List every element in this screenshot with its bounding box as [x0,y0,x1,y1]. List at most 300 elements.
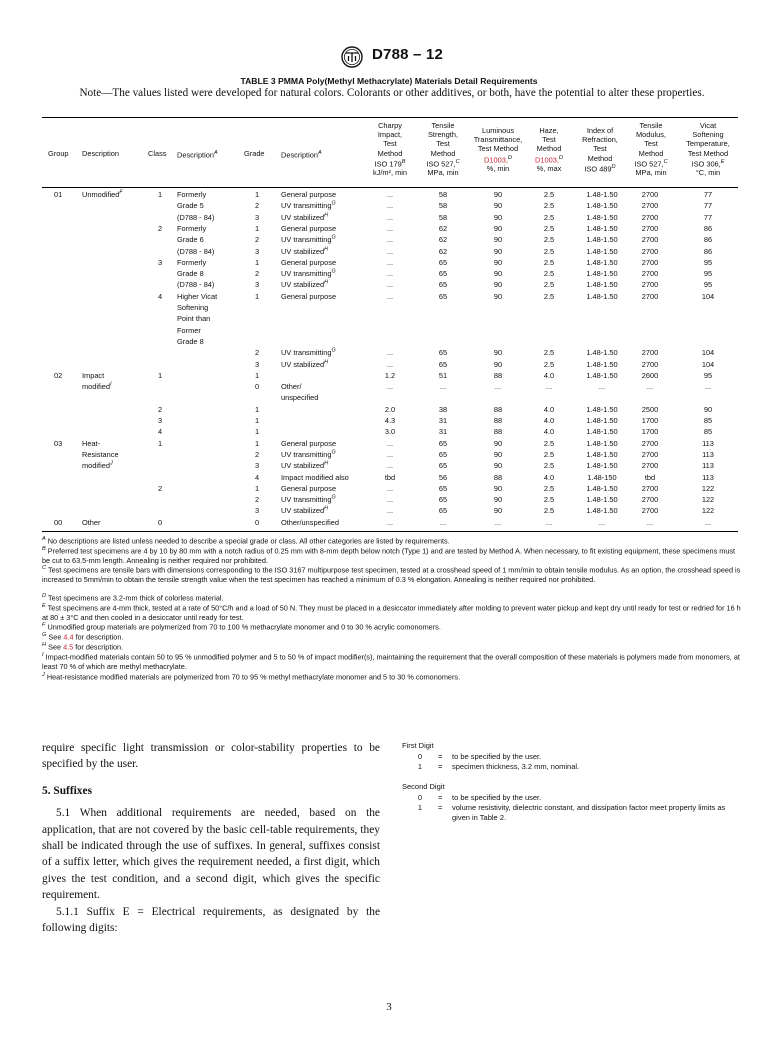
section-heading: 5. Suffixes [42,784,92,797]
cell-charpy: 4.3 [384,416,396,425]
cell-class-description: Softening [177,303,209,312]
table-row [0,416,778,426]
col-header-class: Class [148,149,167,158]
footnote-marker: F [119,189,123,196]
second-digit-title: Second Digit [402,782,445,792]
cell-refraction-index: 1.48-1.50 [586,348,618,358]
cell-grade-description: General purpose [281,190,337,199]
cell-class: 0 [158,517,163,527]
cell-tensile-modulus: 1700 [641,427,659,437]
cell-charpy: 2.0 [384,404,396,414]
cell-class-description: Grade 8 [177,269,204,279]
cell-grade: 0 [255,517,260,527]
footnote-text: See [48,632,64,642]
cell-tensile-modulus: 2600 [641,370,659,380]
cell-luminous-transmittance: 90 [493,438,503,448]
footnote-text: Test specimens are tensile bars with dimensions corresponding to the ISO 3167 multipurpose test specimen, tested at a crosshead speed of 1 mm/min to obtain tensile modulus. As an option, the crosshead speed is increased to 5mm/min to obtain the tensile strength value when the test specimen has reached a minimum of 0.3 % elongation. Annealing is neither required nor prohibited. [42,565,741,585]
cell-tensile-modulus: 2700 [641,348,659,358]
cell-description: Other [82,517,101,527]
cell-haze: 2.5 [543,438,555,448]
table-row [0,348,778,358]
footnote-text: Impact-modified materials contain 50 to 95 % unmodified polymer and 5 to 50 % of impact modifier(s), maintaining the requirement that the overall composition of these materials is polymers made from monomers, at least 70 % of which are methyl methacrylate. [42,652,740,672]
footnote-marker: G [331,494,336,501]
section-link[interactable]: 4.4 [63,632,74,642]
cell-group: 01 [54,190,63,199]
cell-tensile-modulus: 2700 [641,223,659,233]
cell-description: Impact [82,370,105,380]
cell-refraction-index: 1.48-150 [587,472,617,482]
digit-meaning: to be specified by the user. [452,793,542,803]
table-row [0,303,778,313]
cell-vicat: 95 [703,257,713,267]
table-row [0,280,778,290]
cell-grade-description: unspecified [281,393,319,403]
cell-haze: 2.5 [543,348,555,358]
paragraph-5-1-1: 5.1.1 Suffix E = Electrical requirements, as designated by the following digits: [42,905,380,935]
footnote-text-end: for description. [73,642,124,652]
cell-charpy: ... [386,495,394,505]
equals-sign: = [438,802,443,812]
footnote-text: See [48,642,64,652]
digit-meaning: specimen thickness, 3.2 mm, nominal. [452,761,580,771]
footnote-marker: F [42,622,46,628]
cell-grade-description: UV transmitting$^G$ [281,449,336,459]
cell-vicat: 113 [702,438,714,448]
col-header-tensile-modulus: Tensile Modulus, Test Method ISO 527,$^C$ MPa, min [634,121,668,178]
col-header-charpy: Charpy Impact, Test Method ISO $179^B$ kJ/m², min [372,121,408,178]
cell-grade: 1 [255,370,260,380]
cell-description: modified$^J$ [82,460,113,471]
list-item [402,762,742,772]
cell-charpy: ... [386,438,394,448]
cell-luminous-transmittance: 88 [493,404,503,414]
cell-grade: 1 [255,291,260,301]
col-header-grade: Grade [244,149,265,158]
cell-haze: 4.0 [543,404,555,414]
footnote-marker: H [324,505,329,512]
cell-grade: 3 [255,246,260,256]
footnote [42,651,742,672]
cell-tensile-modulus: 1700 [641,416,659,425]
table-row [0,258,778,268]
cell-grade-description: UV transmitting$^G$ [281,234,336,245]
table-row [0,461,778,471]
cell-haze: 2.5 [543,235,555,245]
cell-tensile-strength: 56 [438,472,448,482]
footnote-marker: B [42,546,46,552]
cell-haze: 2.5 [543,449,555,459]
cell-class-description: Higher Vicat [177,291,218,301]
cell-class-description: Grade 5 [177,201,204,211]
digit-meaning: volume resistivity, dielectric constant, and dissipation factor meet property limits as given in Table 2. [452,802,726,822]
cell-tensile-modulus: 2700 [641,506,659,516]
cell-vicat: 77 [703,201,713,211]
cell-grade-description: General purpose [281,438,337,448]
cell-tensile-modulus: ... [646,382,654,392]
cell-vicat: 77 [703,190,713,199]
table-title: TABLE 3 PMMA Poly(Methyl Methacrylate) Materials Detail Requirements [240,76,538,86]
page-number: 3 [386,1001,392,1013]
cell-charpy: 1.2 [384,370,396,380]
cell-luminous-transmittance: 90 [493,483,503,493]
cell-refraction-index: 1.48-1.50 [586,370,618,380]
cell-grade-description: UV transmitting$^G$ [281,268,336,279]
cell-tensile-strength: 62 [438,223,448,233]
table-row [0,405,778,415]
cell-refraction-index: 1.48-1.50 [586,359,618,369]
cell-tensile-strength: 65 [438,461,448,471]
cell-tensile-modulus: 2700 [641,212,659,222]
cell-grade-description: UV transmitting$^G$ [281,494,336,505]
cell-haze: 2.5 [543,257,555,267]
equals-sign: = [438,793,443,803]
cell-tensile-strength: 38 [438,404,448,414]
cell-luminous-transmittance: 90 [493,495,503,505]
table-bottom-rule [42,531,738,532]
cell-grade: 2 [255,348,260,358]
cell-tensile-strength: 65 [438,359,448,369]
cell-grade-description: General purpose [281,223,337,233]
cell-grade: 3 [255,212,260,222]
footnote [42,602,742,623]
footnote-marker: H [324,246,329,253]
col-header-index-of-refraction: Index of Refraction, Test Method ISO $489^D$ [582,126,618,174]
cell-class: 1 [158,438,163,448]
table-row [0,393,778,403]
cell-refraction-index: 1.48-1.50 [586,246,618,256]
cell-grade-description: Impact modified also [281,472,349,482]
cell-luminous-transmittance: 90 [493,291,503,301]
table-row [0,292,778,302]
cell-luminous-transmittance: 90 [493,269,503,279]
cell-tensile-strength: 62 [438,246,448,256]
cell-vicat: 77 [703,212,713,222]
cell-grade: 0 [255,382,260,392]
cell-tensile-modulus: 2700 [641,280,659,290]
cell-grade: 1 [255,257,260,267]
cell-refraction-index: 1.48-1.50 [586,449,618,459]
cell-tensile-modulus: 2700 [641,495,659,505]
cell-grade: 3 [255,506,260,516]
cell-vicat: 95 [703,269,713,279]
cell-charpy: ... [386,506,394,516]
footnote-marker: I [109,381,112,388]
cell-grade-description: UV stabilized$^H$ [281,279,329,290]
cell-class: 3 [158,257,163,267]
digit-code: 0 [417,751,423,761]
table-row [0,326,778,336]
footnote-text: Heat-resistance modified materials are polymerized from 70 to 95 % methyl methacrylate monomer and 5 to 30 % comonomers. [46,672,461,682]
cell-grade: 3 [255,359,260,369]
cell-vicat: 122 [701,506,715,516]
footnote-text-end: for description. [73,632,124,642]
cell-charpy: ... [386,212,394,222]
cell-class-description: Formerly [177,223,207,233]
cell-description: Unmodified$^F$ [82,189,123,199]
cell-class-description: (D788 - 84) [177,246,215,256]
cell-refraction-index: 1.48-1.50 [586,280,618,290]
footnote-text: No descriptions are listed unless needed to describe a special grade or class. All other categories are listed by requirements. [47,536,450,546]
footnote-text: Unmodified group materials are polymerized from 70 to 100 % methacrylate monomer and 0 to 30 % acrylic comonomers. [47,622,441,632]
cell-grade-description: UV stabilized$^H$ [281,246,329,256]
cell-haze: 2.5 [543,483,555,493]
cell-refraction-index: 1.48-1.50 [586,190,618,199]
cell-class-description: Point than [177,314,211,324]
cell-tensile-strength: 62 [438,235,448,245]
cell-vicat: 85 [703,416,713,425]
cell-charpy: 3.0 [384,427,396,437]
cell-tensile-modulus: 2700 [641,235,659,245]
cell-refraction-index: ... [598,382,606,392]
footnote-marker: I [42,652,44,658]
cell-charpy: ... [386,280,394,290]
digit-code: 1 [417,761,423,771]
equals-sign: = [438,761,443,771]
table-top-rule [42,117,738,118]
table-row [0,484,778,494]
cell-luminous-transmittance: 90 [493,190,503,199]
cell-luminous-transmittance: 90 [493,280,503,290]
cell-tensile-modulus: 2700 [641,269,659,279]
table-header-rule [42,187,738,188]
cell-vicat: 122 [701,495,715,505]
cell-luminous-transmittance: 90 [493,223,503,233]
cell-tensile-strength: ... [439,517,447,527]
digit-meaning: to be specified by the user. [452,751,542,761]
cell-class-description: Grade 8 [177,336,204,346]
footnote-text: Test specimens are 3.2-mm thick of colorless material. [47,593,224,603]
cell-tensile-modulus: 2700 [641,449,659,459]
cell-grade: 2 [255,235,260,245]
cell-refraction-index: ... [598,517,606,527]
cell-luminous-transmittance: ... [494,517,502,527]
cell-refraction-index: 1.48-1.50 [586,212,618,222]
cell-refraction-index: 1.48-1.50 [586,461,618,471]
cell-grade: 1 [255,416,260,425]
table-row [0,190,778,200]
paragraph-continuation: require specific light transmission or color-stability properties to be specified by the user. [42,742,380,771]
cell-refraction-index: 1.48-1.50 [586,427,618,437]
cell-vicat: 86 [703,223,713,233]
cell-charpy: ... [386,291,394,301]
cell-luminous-transmittance: 90 [493,257,503,267]
list-item [402,793,742,803]
cell-grade-description: UV transmitting$^G$ [281,200,336,211]
cell-class: 2 [158,404,163,414]
cell-refraction-index: 1.48-1.50 [586,223,618,233]
table-row [0,495,778,505]
cell-class: 2 [158,483,163,493]
cell-grade: 1 [255,438,260,448]
footnote-marker: H [324,359,329,366]
table-row [0,450,778,460]
cell-tensile-strength: 31 [438,427,448,437]
cell-grade-description: General purpose [281,257,337,267]
col-header-luminous-transmittance: Luminous Transmittance, Test Method D1003,$^D$ %, min [473,126,523,174]
cell-tensile-modulus: 2700 [641,190,659,199]
cell-refraction-index: 1.48-1.50 [586,483,618,493]
cell-tensile-modulus: ... [646,517,654,527]
cell-grade: 2 [255,495,260,505]
cell-class-description: (D788 - 84) [177,212,215,222]
cell-charpy: ... [386,359,394,369]
cell-grade-description: UV stabilized$^H$ [281,212,329,222]
cell-luminous-transmittance: 90 [493,461,503,471]
cell-vicat: 113 [702,449,714,459]
footnote-marker: J [109,460,113,467]
cell-refraction-index: 1.48-1.50 [586,257,618,267]
cell-vicat: ... [704,382,712,392]
cell-haze: 2.5 [543,223,555,233]
cell-tensile-strength: 65 [438,257,448,267]
table-row [0,337,778,347]
cell-luminous-transmittance: 88 [493,370,503,380]
cell-tensile-modulus: 2700 [641,461,659,471]
table-row [0,473,778,483]
cell-haze: ... [545,517,553,527]
cell-haze: ... [545,382,553,392]
cell-vicat: 122 [701,483,715,493]
cell-class-description: Formerly [177,190,207,199]
cell-tensile-modulus: 2700 [641,438,659,448]
cell-charpy: ... [386,483,394,493]
table-row [0,371,778,381]
cell-charpy: ... [386,461,394,471]
cell-grade: 3 [255,280,260,290]
digit-code: 1 [417,802,423,812]
cell-refraction-index: 1.48-1.50 [586,404,618,414]
footnote-marker: J [42,672,45,678]
cell-luminous-transmittance: 88 [493,427,503,437]
standard-designation: D788 – 12 [372,46,444,63]
footnote-marker: E [42,603,46,609]
cell-description: modified$^I$ [82,381,112,392]
cell-luminous-transmittance: 88 [493,416,503,425]
footnote-marker: H [324,460,329,467]
cell-luminous-transmittance: 90 [493,235,503,245]
table-row [0,360,778,370]
cell-luminous-transmittance: 90 [493,348,503,358]
cell-haze: 4.0 [543,472,555,482]
cell-tensile-modulus: 2700 [641,257,659,267]
cell-grade-description: UV stabilized$^H$ [281,460,329,471]
col-header-description-1: Description [82,149,119,158]
table-row [0,314,778,324]
cell-refraction-index: 1.48-1.50 [586,235,618,245]
cell-haze: 2.5 [543,269,555,279]
cell-grade: 1 [255,223,260,233]
cell-vicat: 86 [703,235,713,245]
cell-luminous-transmittance: 90 [493,246,503,256]
cell-luminous-transmittance: 90 [493,359,503,369]
table-row [0,382,778,392]
cell-charpy: ... [386,235,394,245]
footnote-marker: G [331,234,336,241]
cell-luminous-transmittance: 90 [493,506,503,516]
cell-tensile-strength: 65 [438,280,448,290]
cell-tensile-strength: 65 [438,269,448,279]
cell-haze: 2.5 [543,461,555,471]
table-row [0,235,778,245]
table-row [0,224,778,234]
cell-vicat: 95 [703,280,713,290]
cell-haze: 2.5 [543,495,555,505]
cell-vicat: 86 [703,246,713,256]
digit-code: 0 [417,793,423,803]
cell-charpy: ... [386,246,394,256]
cell-class-description: (D788 - 84) [177,280,215,290]
cell-haze: 4.0 [543,416,555,425]
footnote-marker: G [331,200,336,207]
footnote-marker: H [42,642,47,648]
paragraph-5-1: 5.1 When additional requirements are needed, based on the application, that are not covered by the basic cell-table requirements, they shall be indicated through the use of suffixes. In general, suffixes consist of a suffix letter, which gives the requirement needed, a first digit, which gives the test condition, and a second digit, which gives the specific requirement. [42,807,380,902]
cell-grade-description: UV stabilized$^H$ [281,505,329,516]
table-row [0,506,778,516]
footnote-marker: D [42,593,47,599]
cell-grade: 1 [255,427,260,437]
cell-vicat: 85 [703,427,713,437]
cell-group: 00 [54,517,63,527]
cell-tensile-modulus: 2700 [641,359,659,369]
cell-charpy: ... [386,269,394,279]
col-header-group: Group [48,149,69,158]
cell-tensile-strength: 65 [438,291,448,301]
cell-haze: 4.0 [543,427,555,437]
cell-class: 2 [158,223,163,233]
cell-luminous-transmittance: 90 [493,212,503,222]
cell-group: 02 [54,370,63,380]
footnote-marker: G [42,632,47,638]
cell-tensile-strength: 65 [438,495,448,505]
cell-tensile-strength: 51 [438,370,448,380]
footnote [42,545,742,566]
footnote [42,564,742,585]
cell-class-description: Former [177,325,201,335]
footnote-text: Test specimens are 4-mm thick, tested at a rate of 50°C/h and a load of 50 N. They must be placed in a desiccator immediately after molding to prevent water pickup and kept dry until ready for test or redried for 16 h at 80 ± 3°C and then cooled in a desiccator until ready for test. [42,603,741,623]
cell-grade: 1 [255,483,260,493]
col-header-haze: Haze, Test Method D1003,$^D$ %, max [535,126,563,174]
first-digit-list [402,752,742,772]
table-row [0,518,778,528]
cell-vicat: ... [704,517,712,527]
cell-refraction-index: 1.48-1.50 [586,495,618,505]
footnote-marker: G [331,268,336,275]
cell-luminous-transmittance: 88 [493,472,503,482]
table-row [0,427,778,437]
second-digit-list [402,793,742,822]
cell-class: 4 [158,427,163,437]
footnote-marker: H [324,212,329,219]
astm-logo-icon [340,46,364,68]
cell-refraction-index: 1.48-1.50 [586,416,618,425]
page-header [0,44,778,70]
cell-grade-description: General purpose [281,483,337,493]
cell-grade: 1 [255,404,260,414]
footnote-marker: H [324,279,329,286]
cell-charpy: ... [386,201,394,211]
col-header-tensile-strength: Tensile Strength, Test Method ISO 527,$^C$ MPa, min [426,121,460,178]
cell-luminous-transmittance: 90 [493,201,503,211]
section-link[interactable]: 4.5 [63,642,74,652]
cell-tensile-modulus: 2700 [641,483,659,493]
cell-tensile-modulus: 2700 [641,291,659,301]
cell-class: 1 [158,370,163,380]
cell-vicat: 113 [702,472,714,482]
cell-haze: 2.5 [543,190,555,199]
cell-charpy: ... [386,190,394,199]
list-item [402,803,742,823]
col-header-description-2: Description$^A$ [177,150,218,160]
